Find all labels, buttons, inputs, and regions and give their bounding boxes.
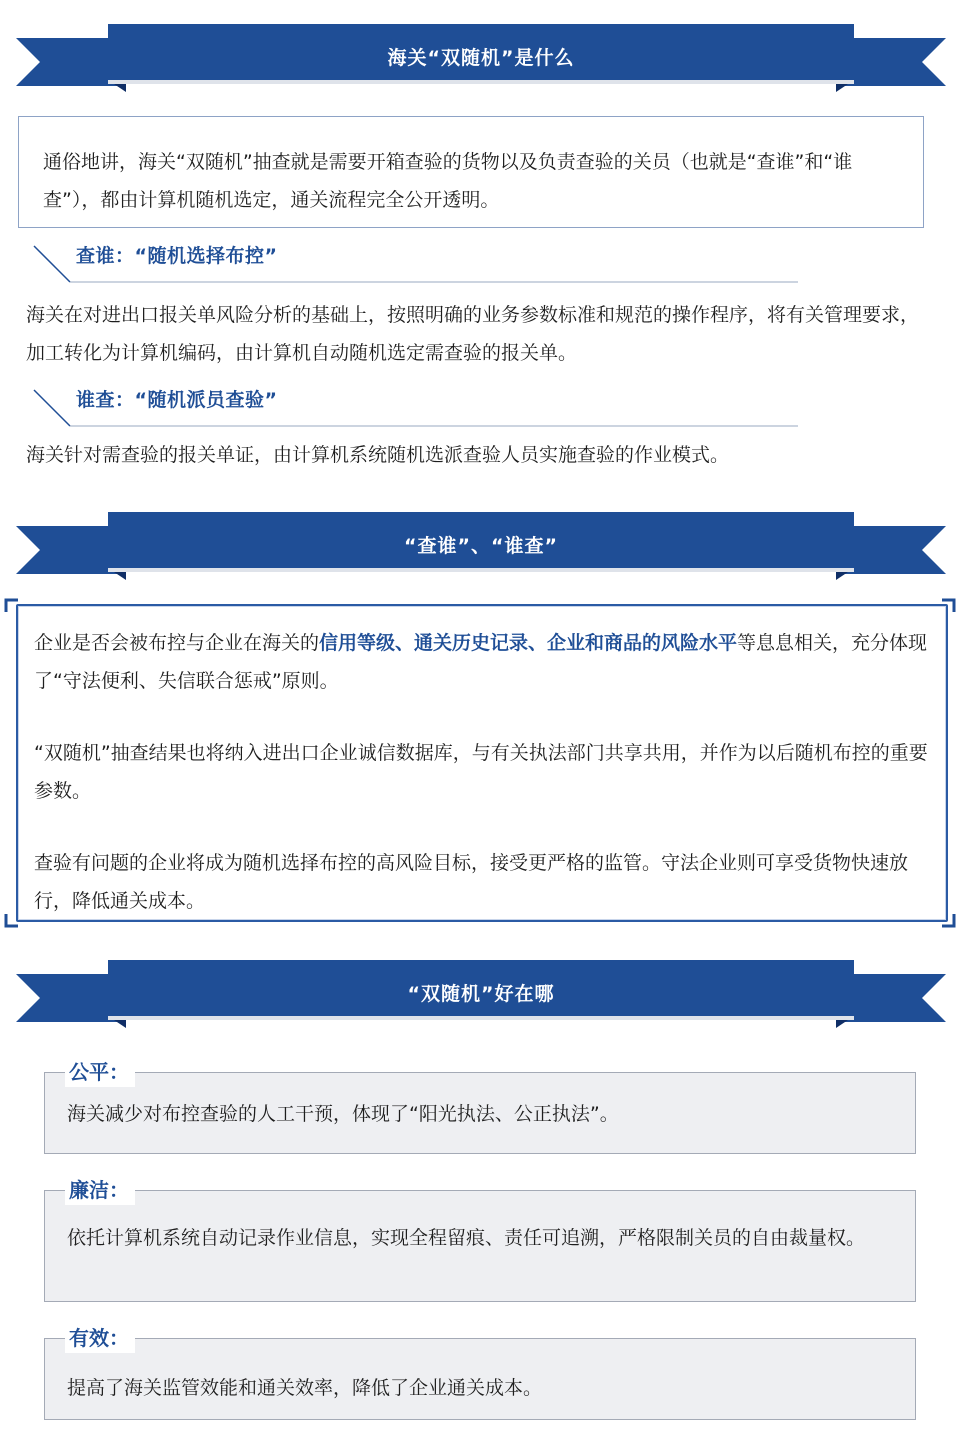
explanation-paragraph-3: 查验有问题的企业将成为随机选择布控的高风险目标，接受更严格的监管。守法企业则可享受货物快速放行，降低通关成本。 bbox=[34, 852, 909, 912]
explanation-paragraph-2: “双随机”抽查结果也将纳入进出口企业诚信数据库，与有关执法部门共享共用，并作为以后随机布控的重要参数。 bbox=[34, 742, 928, 802]
card-text: 提高了海关监管效能和通关效率，降低了企业通关成本。 bbox=[67, 1377, 543, 1399]
subheading-label: 查谁：“随机选择布控” bbox=[76, 245, 278, 267]
benefit-card-integrity bbox=[44, 1178, 916, 1302]
explanation-box bbox=[4, 598, 956, 928]
intro-box bbox=[18, 116, 924, 228]
text-run: 企业是否会被布控与企业在海关的 bbox=[34, 632, 320, 654]
section-title: 海关“双随机”是什么 bbox=[387, 47, 575, 69]
section-banner-what-is bbox=[0, 18, 962, 98]
paragraph-cha-shui: 海关在对进出口报关单风险分析的基础上，按照明确的业务参数标准和规范的操作程序，将有关管理要求，加工转化为计算机编码，由计算机自动随机选定需查验的报关单。 bbox=[26, 304, 920, 364]
section-banner-cha-shui-shui-cha bbox=[0, 506, 962, 586]
card-title: 公平： bbox=[65, 1057, 135, 1087]
card-title: 有效： bbox=[65, 1323, 135, 1353]
card-title: 廉洁： bbox=[65, 1175, 135, 1205]
highlight-text: 信用等级、通关历史记录、企业和商品的风险水平 bbox=[319, 632, 738, 654]
section-title: “查谁”、“谁查” bbox=[404, 535, 558, 557]
card-text: 依托计算机系统自动记录作业信息，实现全程留痕、责任可追溯，严格限制关员的自由裁量权。 bbox=[67, 1227, 866, 1249]
subheading-shui-cha bbox=[30, 382, 800, 430]
text-run: 等息息相关，充分体现了“守法便利、失信联合惩戒”原则。 bbox=[34, 632, 928, 692]
intro-text: 通俗地讲，海关“双随机”抽查就是需要开箱查验的货物以及负责查验的关员（也就是“查谁”和“谁查”），都由计算机随机选定，通关流程完全公开透明。 bbox=[43, 151, 853, 211]
benefit-card-effectiveness bbox=[44, 1326, 916, 1420]
benefit-card-fairness bbox=[44, 1060, 916, 1154]
subheading-label: 谁查：“随机派员查验” bbox=[76, 389, 278, 411]
explanation-paragraph-1 bbox=[34, 624, 930, 700]
subheading-cha-shui bbox=[30, 238, 800, 286]
card-text: 海关减少对布控查验的人工干预，体现了“阳光执法、公正执法”。 bbox=[67, 1103, 619, 1125]
section-title: “双随机”好在哪 bbox=[407, 983, 555, 1005]
section-banner-benefits bbox=[0, 954, 962, 1034]
paragraph-shui-cha: 海关针对需查验的报关单证，由计算机系统随机选派查验人员实施查验的作业模式。 bbox=[26, 444, 730, 466]
explanation-inner bbox=[16, 604, 948, 922]
